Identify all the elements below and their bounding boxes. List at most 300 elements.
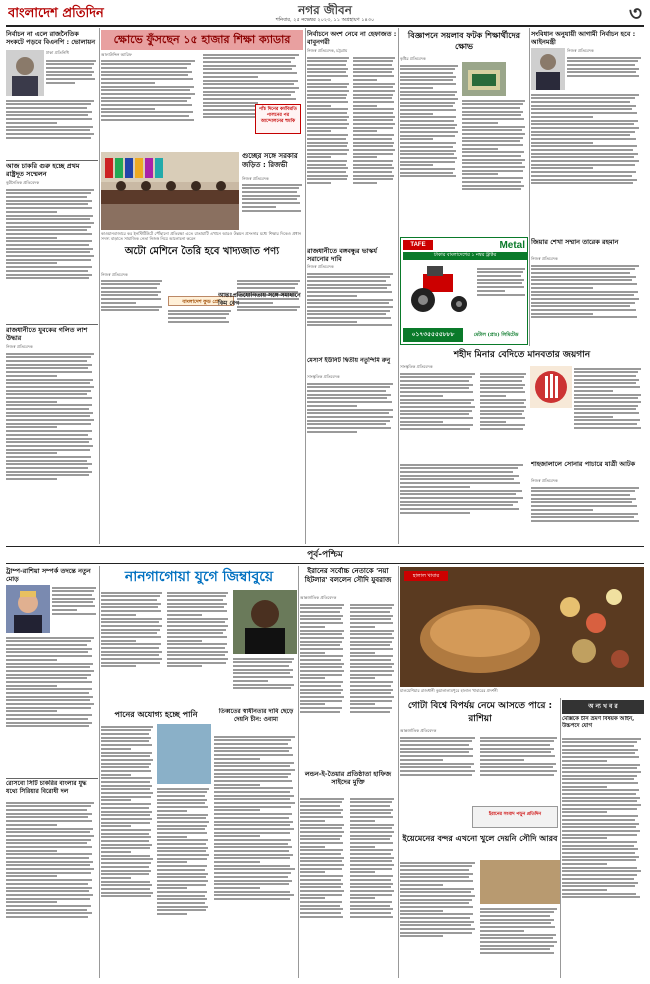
body-text-line [400, 413, 469, 415]
body-text-line [157, 847, 208, 849]
body-text-line [167, 665, 202, 667]
body-text-line [400, 72, 453, 74]
body-text-line [480, 399, 526, 401]
shaheed-title: শহীদ মিনার বেদিতে মানবতার জয়গান [453, 350, 591, 360]
body-text-line [233, 661, 292, 663]
body-text-line [6, 692, 89, 694]
body-text-line [6, 640, 91, 642]
body-text-line [307, 405, 357, 407]
body-text-line [101, 67, 187, 69]
body-text-line [6, 666, 90, 668]
body-text-line [400, 120, 454, 122]
body-text-line [353, 149, 395, 151]
body-text-line [6, 703, 94, 705]
body-text-line [6, 189, 94, 191]
body-text-line [6, 828, 93, 830]
body-text-line [214, 780, 292, 782]
body-text-line [574, 379, 639, 381]
body-text-line [101, 858, 153, 860]
body-text-line [6, 820, 92, 822]
banner-body-col1 [101, 58, 199, 150]
body-text-line [157, 828, 205, 830]
body-text-line [214, 813, 292, 815]
body-text-line [400, 490, 522, 492]
other-news-title: মেক্সিকে চীন ভ্রমণ বিষয়ক আইন, উচ্চপদে যোগ [562, 716, 635, 729]
body-text-line [462, 129, 522, 131]
body-text-line [6, 449, 90, 451]
body-text-line [353, 119, 393, 121]
body-text-line [300, 901, 342, 903]
body-text-line [101, 636, 161, 638]
body-text-line [400, 399, 474, 401]
body-text-line [300, 831, 344, 833]
body-text-line [353, 90, 395, 92]
body-text-line [6, 813, 92, 815]
body-text-line [6, 259, 91, 261]
body-text-line [6, 471, 92, 473]
body-text-line [531, 494, 630, 496]
body-text-line [214, 750, 289, 752]
body-text-line [6, 452, 57, 454]
body-text-line [6, 277, 89, 279]
body-text-line [6, 103, 91, 105]
halal-food-caption: মালয়েশিয়ার রাজধানী কুয়ালালামপুরে হালাল খাবারের প্রদর্শনী [400, 688, 498, 693]
body-text-line [400, 391, 473, 393]
body-text-line [6, 714, 92, 716]
body-text-line [101, 740, 149, 742]
body-text-line [101, 592, 162, 594]
body-text-line [477, 275, 521, 277]
body-text-line [101, 287, 157, 289]
body-text-line [300, 696, 344, 698]
ronu-title: মেসার্স ইউনিট দ্বিতীয় নতুন্দিমি রুনু [307, 357, 391, 364]
body-text-line [233, 669, 293, 671]
body-text-line [400, 76, 456, 78]
body-text-line [167, 625, 228, 627]
body-text-line [562, 804, 641, 806]
body-text-line [300, 824, 344, 826]
body-text-line [400, 406, 475, 408]
body-text-line [531, 487, 639, 489]
body-text-line [6, 353, 94, 355]
auto-story-byline: নিজস্ব প্রতিবেদক [101, 272, 128, 277]
body-text-line [300, 711, 340, 713]
body-text-line [101, 306, 162, 308]
body-text-line [101, 115, 189, 117]
body-text-line [307, 171, 346, 173]
body-text-line [480, 911, 554, 913]
body-text-line [6, 248, 93, 250]
zimbabwe-body-col3 [233, 656, 297, 706]
body-text-line [300, 827, 342, 829]
body-text-line [350, 879, 391, 881]
body-text-line [531, 149, 633, 151]
body-text-line [52, 613, 96, 615]
other-news-body [562, 736, 644, 978]
body-text-line [350, 644, 390, 646]
body-text-line [52, 605, 95, 607]
body-text-line [477, 286, 524, 288]
body-text-line [350, 831, 394, 833]
body-text-line [214, 806, 291, 808]
body-text-line [101, 294, 158, 296]
body-text-line [46, 67, 92, 69]
body-text-line [203, 68, 292, 70]
body-text-line [400, 402, 471, 404]
left-story1-title: নির্বাচন না এলে রাজনৈতিক সংকটে পড়বে বিএনপি : ভোলায়ন [6, 30, 96, 46]
body-text-line [101, 309, 159, 311]
body-text-line [214, 865, 290, 867]
shaheed-body-col1 [400, 371, 478, 459]
column-rule [305, 28, 306, 544]
banner-callout [255, 104, 301, 134]
body-text-line [307, 386, 390, 388]
body-text-line [400, 105, 453, 107]
body-text-line [307, 302, 389, 304]
halal-food-photo [400, 567, 644, 687]
body-text-line [300, 798, 344, 800]
body-text-line [353, 145, 393, 147]
body-text-line [101, 621, 159, 623]
body-text-line [6, 114, 88, 116]
body-text-line [400, 142, 456, 144]
column-rule [99, 28, 100, 544]
body-text-line [307, 423, 386, 425]
body-text-line [350, 630, 394, 632]
body-text-line [203, 87, 299, 89]
body-text-line [101, 873, 149, 875]
body-text-line [300, 689, 343, 691]
body-text-line [400, 475, 519, 477]
body-text-line [157, 909, 206, 911]
body-text-line [101, 755, 150, 757]
body-text-line [531, 142, 593, 144]
body-text-line [167, 640, 202, 642]
body-text-line [157, 836, 187, 838]
body-text-line [233, 676, 293, 678]
body-text-line [574, 423, 637, 425]
column-rule [398, 566, 399, 978]
body-text-line [353, 97, 392, 99]
body-text-line [6, 122, 57, 124]
body-text-line [6, 677, 87, 679]
body-text-line [462, 100, 525, 102]
body-text-line [480, 948, 550, 950]
body-text-line [101, 785, 152, 787]
body-text-line [6, 688, 92, 690]
body-text-line [203, 72, 297, 74]
body-text-line [462, 114, 521, 116]
body-text-line [307, 94, 347, 96]
body-text-line [353, 182, 377, 184]
body-text-line [480, 755, 555, 757]
body-text-line [562, 848, 638, 850]
body-text-line [46, 60, 96, 62]
body-text-line [300, 677, 325, 679]
bangabandhu-title: রাজধানীতে বঙ্গবন্ধুর ভাস্কর্য সরানোর দাবি [307, 247, 377, 263]
body-text-line [400, 737, 475, 739]
body-text-line [562, 811, 607, 813]
body-text-line [6, 875, 57, 877]
body-text-line [477, 294, 525, 296]
body-text-line [46, 71, 94, 73]
body-text-line [6, 356, 91, 358]
body-text-line [101, 829, 151, 831]
body-text-line [101, 82, 155, 84]
body-text-line [6, 244, 89, 246]
body-text-line [6, 401, 57, 403]
body-text-line [462, 181, 521, 183]
body-text-line [157, 891, 207, 893]
body-text-line [300, 886, 341, 888]
body-text-line [6, 415, 90, 417]
body-text-line [300, 652, 325, 654]
metal-company: মেটাল (প্রাঃ) লিমিটেড [473, 332, 519, 338]
body-text-line [353, 71, 392, 73]
body-text-line [531, 171, 636, 173]
body-text-line [300, 916, 343, 918]
body-text-line [350, 677, 375, 679]
body-text-line [307, 412, 389, 414]
body-text-line [353, 64, 392, 66]
body-text-line [307, 64, 346, 66]
body-text-line [157, 869, 205, 871]
body-text-line [101, 599, 157, 601]
auto-story-body-col2 [168, 308, 234, 330]
body-text-line [350, 700, 392, 702]
body-text-line [462, 126, 525, 128]
body-text-line [480, 952, 554, 954]
body-text-line [6, 229, 87, 231]
iran-body-col2 [350, 602, 396, 768]
body-text-line [101, 603, 161, 605]
column-rule [529, 28, 530, 346]
body-text-line [167, 610, 227, 612]
body-text-line [307, 427, 391, 429]
body-text-line [214, 868, 295, 870]
body-text-line [214, 872, 291, 874]
body-text-line [101, 777, 152, 779]
russia-byline: আন্তর্জাতিক প্রতিবেদক [400, 728, 437, 733]
body-text-line [400, 138, 433, 140]
body-text-line [101, 744, 152, 746]
zimbabwe-headline: নানগাগোয়া যুগে জিম্বাবুয়ে [124, 569, 274, 585]
body-text-line [6, 883, 88, 885]
body-text-line [6, 805, 91, 807]
body-text-line [307, 57, 349, 59]
body-text-line [350, 666, 392, 668]
body-text-line [157, 806, 208, 808]
body-text-line [400, 895, 475, 897]
body-text-line [101, 818, 152, 820]
body-text-line [562, 756, 639, 758]
body-text-line [574, 412, 639, 414]
body-text-line [214, 739, 291, 741]
body-text-line [531, 272, 630, 274]
body-text-line [567, 75, 639, 77]
body-text-line [307, 138, 346, 140]
body-text-line [52, 598, 95, 600]
body-text-line [350, 663, 394, 665]
body-text-line [353, 112, 393, 114]
body-text-line [307, 83, 349, 85]
body-text-line [214, 784, 260, 786]
body-text-line [353, 68, 394, 70]
body-text-line [350, 853, 391, 855]
body-text-line [350, 641, 392, 643]
body-text-line [562, 878, 634, 880]
iran-body-col1 [300, 602, 346, 768]
body-text-line [203, 94, 291, 96]
body-text-line [353, 134, 394, 136]
body-text-line [307, 295, 357, 297]
body-text-line [307, 134, 348, 136]
right-story3-byline: নিজস্ব প্রতিবেদক [531, 478, 558, 483]
body-text-line [574, 401, 641, 403]
body-text-line [531, 276, 636, 278]
body-text-line [6, 364, 92, 366]
body-text-line [400, 135, 455, 137]
body-text-line [214, 736, 295, 738]
body-text-line [350, 703, 375, 705]
zimbabwe-body-col1 [101, 590, 165, 706]
body-text-line [167, 614, 202, 616]
body-text-line [101, 855, 150, 857]
body-text-line [307, 101, 348, 103]
body-text-line [531, 145, 637, 147]
left-story1-photo [6, 50, 44, 96]
body-text-line [307, 394, 391, 396]
body-text-line [400, 421, 443, 423]
body-text-line [462, 144, 523, 146]
body-text-line [214, 857, 290, 859]
body-text-line [6, 426, 57, 428]
body-text-line [300, 883, 343, 885]
body-text-line [157, 865, 207, 867]
body-text-line [307, 299, 393, 301]
body-text-line [6, 408, 89, 410]
body-text-line [300, 890, 344, 892]
body-text-line [101, 866, 149, 868]
body-text-line [400, 902, 469, 904]
body-text-line [353, 105, 377, 107]
shaheed-byline: সাংস্কৃতিক প্রতিবেদক [400, 364, 433, 369]
body-text-line [562, 819, 635, 821]
body-text-line [400, 924, 471, 926]
body-text-line [350, 659, 391, 661]
body-text-line [480, 908, 557, 910]
body-text-line [214, 891, 290, 893]
body-text-line [307, 310, 390, 312]
auto-story-title: অটো মেশিনে তৈরি হবে খাদ্যজাত পণ্য [124, 246, 280, 257]
body-text-line [307, 142, 348, 144]
body-text-line [300, 685, 341, 687]
body-text-line [6, 419, 94, 421]
body-text-line [567, 68, 639, 70]
body-text-line [203, 91, 295, 93]
body-text-line [562, 867, 637, 869]
body-text-line [480, 391, 525, 393]
left-divider-1 [6, 160, 98, 161]
body-text-line [350, 615, 393, 617]
body-text-line [214, 883, 289, 885]
body-text-line [480, 751, 551, 753]
body-text-line [300, 622, 343, 624]
body-text-line [307, 153, 347, 155]
body-text-line [101, 807, 149, 809]
body-text-line [480, 926, 555, 928]
body-text-line [353, 94, 393, 96]
body-text-line [307, 401, 392, 403]
body-text-line [480, 417, 525, 419]
body-text-line [300, 812, 341, 814]
body-text-line [101, 884, 152, 886]
body-text-line [350, 711, 390, 713]
body-text-line [101, 291, 161, 293]
body-text-line [562, 745, 634, 747]
body-text-line [300, 666, 342, 668]
body-text-line [353, 138, 392, 140]
body-text-line [6, 251, 90, 253]
body-text-line [101, 895, 151, 897]
body-text-line [480, 410, 524, 412]
body-text-line [101, 643, 161, 645]
body-text-line [307, 108, 348, 110]
body-text-line [300, 842, 343, 844]
body-text-line [101, 748, 131, 750]
body-text-line [350, 835, 392, 837]
body-text-line [101, 89, 190, 91]
body-text-line [400, 384, 473, 386]
body-text-line [307, 324, 392, 326]
body-text-line [203, 57, 295, 59]
body-text-line [157, 876, 206, 878]
body-text-line [307, 90, 349, 92]
body-text-line [307, 86, 347, 88]
body-text-line [157, 887, 187, 889]
body-text-line [101, 595, 160, 597]
body-text-line [531, 112, 637, 114]
body-text-line [6, 699, 90, 701]
body-text-line [350, 912, 391, 914]
body-text-line [400, 376, 472, 378]
body-text-line [6, 233, 92, 235]
wheel-story-byline: নিজস্ব প্রতিবেদক [242, 176, 269, 181]
body-text-line [214, 762, 294, 764]
election-body-col2 [353, 55, 397, 245]
body-text-line [6, 379, 93, 381]
body-text-line [574, 382, 636, 384]
bottom-left-divider [6, 778, 98, 779]
body-text-line [237, 309, 297, 311]
body-text-line [101, 862, 151, 864]
body-text-line [400, 906, 473, 908]
body-text-line [214, 887, 260, 889]
body-text-line [562, 882, 638, 884]
body-text-line [6, 360, 87, 362]
right-story1-title: সংবিধান অনুযায়ী আগামী নির্বাচন হবে : আইনমন্ত্রী [531, 30, 636, 46]
body-text-line [480, 748, 554, 750]
body-text-line [6, 137, 91, 139]
body-text-line [203, 102, 258, 104]
body-text-line [531, 302, 635, 304]
iran-byline: আন্তর্জাতিক প্রতিবেদক [300, 595, 337, 600]
body-text-line [168, 317, 226, 319]
body-text-line [567, 64, 635, 66]
student-photo [462, 62, 506, 96]
body-text-line [307, 383, 393, 385]
body-text-line [462, 148, 498, 150]
